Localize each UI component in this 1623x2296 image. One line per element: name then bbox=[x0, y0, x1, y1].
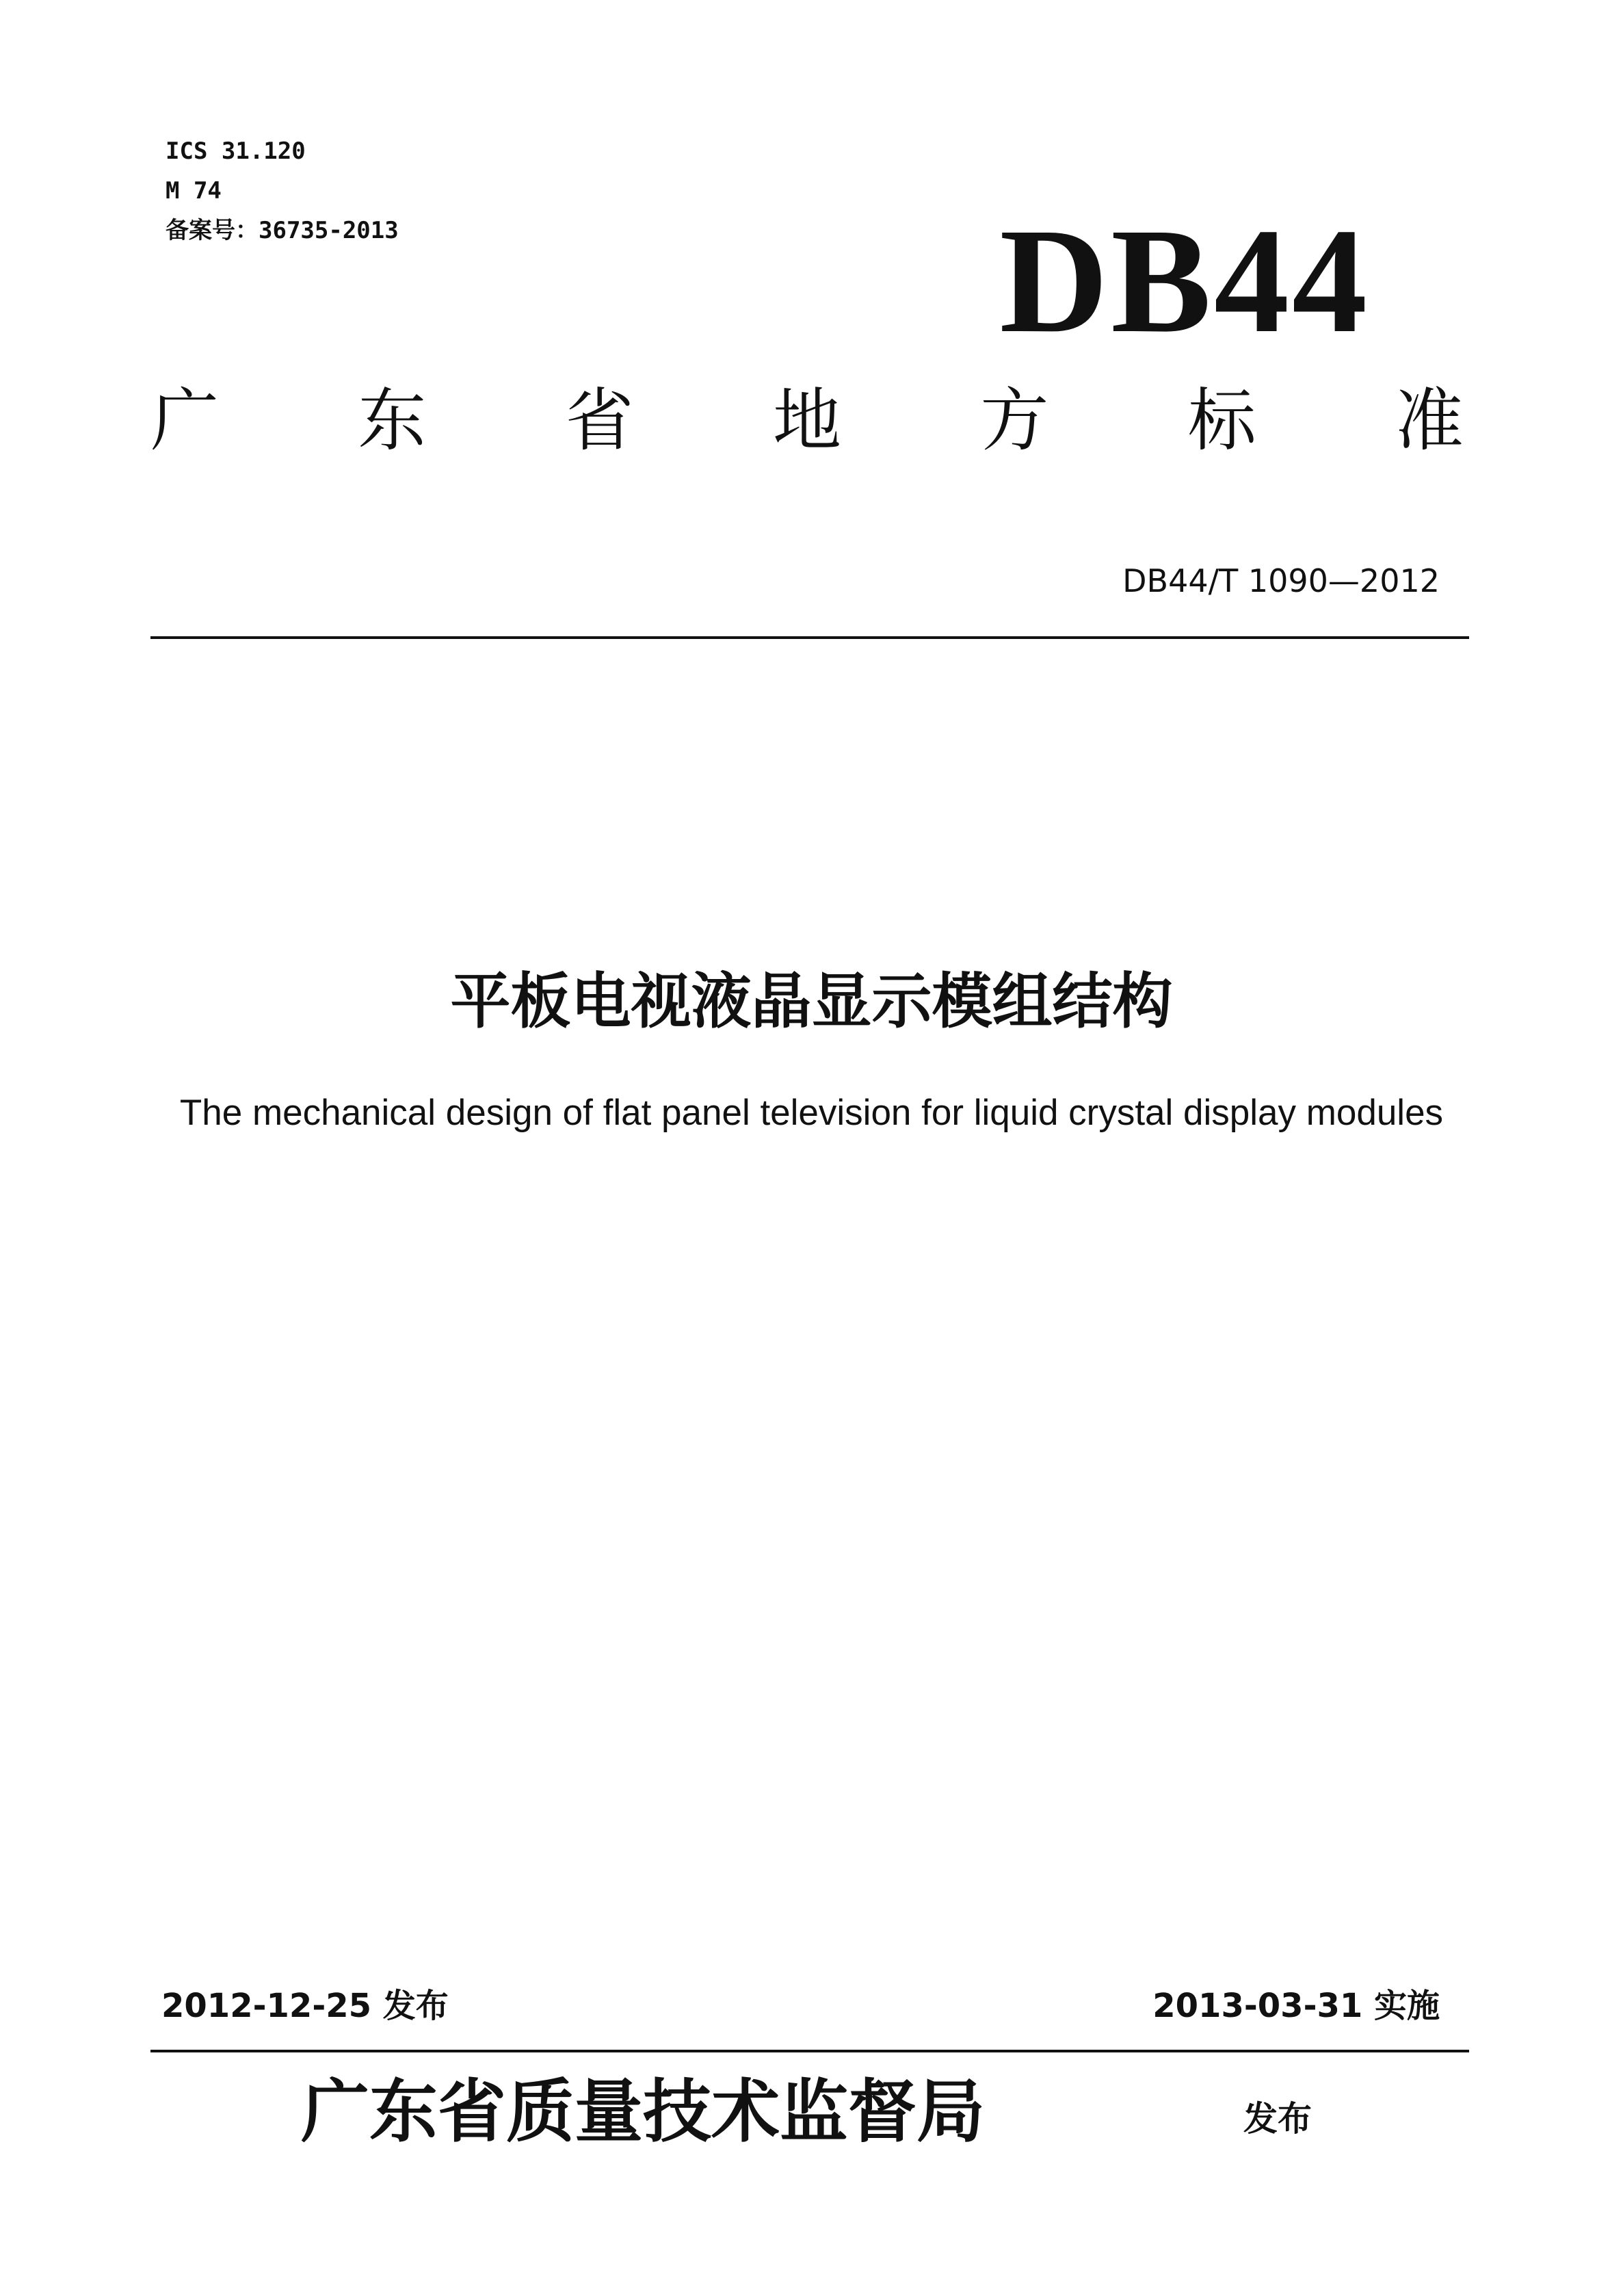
record-number: 备案号：36735-2013 bbox=[166, 217, 399, 244]
title-english: The mechanical design of flat panel television for liquid crystal display modules bbox=[179, 1093, 1444, 1133]
standard-type-char: 准 bbox=[1395, 380, 1464, 460]
issue-date: 2012-12-25 发布 bbox=[161, 1987, 449, 2025]
top-divider bbox=[150, 636, 1469, 639]
classification-code: M 74 bbox=[166, 177, 222, 205]
issuing-authority: 广东省质量技术监督局 bbox=[301, 2071, 985, 2152]
standard-type-char: 方 bbox=[980, 380, 1049, 460]
standard-type-char: 广 bbox=[150, 380, 219, 460]
authority-suffix: 发布 bbox=[1243, 2099, 1312, 2139]
bottom-divider bbox=[150, 2050, 1469, 2052]
db-mark: DB44 bbox=[999, 197, 1370, 364]
standard-type bbox=[150, 380, 1464, 460]
standard-type-char: 标 bbox=[1187, 380, 1256, 460]
title-chinese: 平板电视液晶显示模组结构 bbox=[450, 966, 1173, 1036]
ics-code: ICS 31.120 bbox=[166, 138, 306, 165]
implementation-date: 2013-03-31 实施 bbox=[1152, 1987, 1440, 2025]
standard-type-char: 省 bbox=[565, 380, 634, 460]
standard-number: DB44/T 1090—2012 bbox=[1122, 562, 1440, 599]
standard-type-char: 地 bbox=[772, 380, 841, 460]
standard-type-char: 东 bbox=[358, 380, 427, 460]
